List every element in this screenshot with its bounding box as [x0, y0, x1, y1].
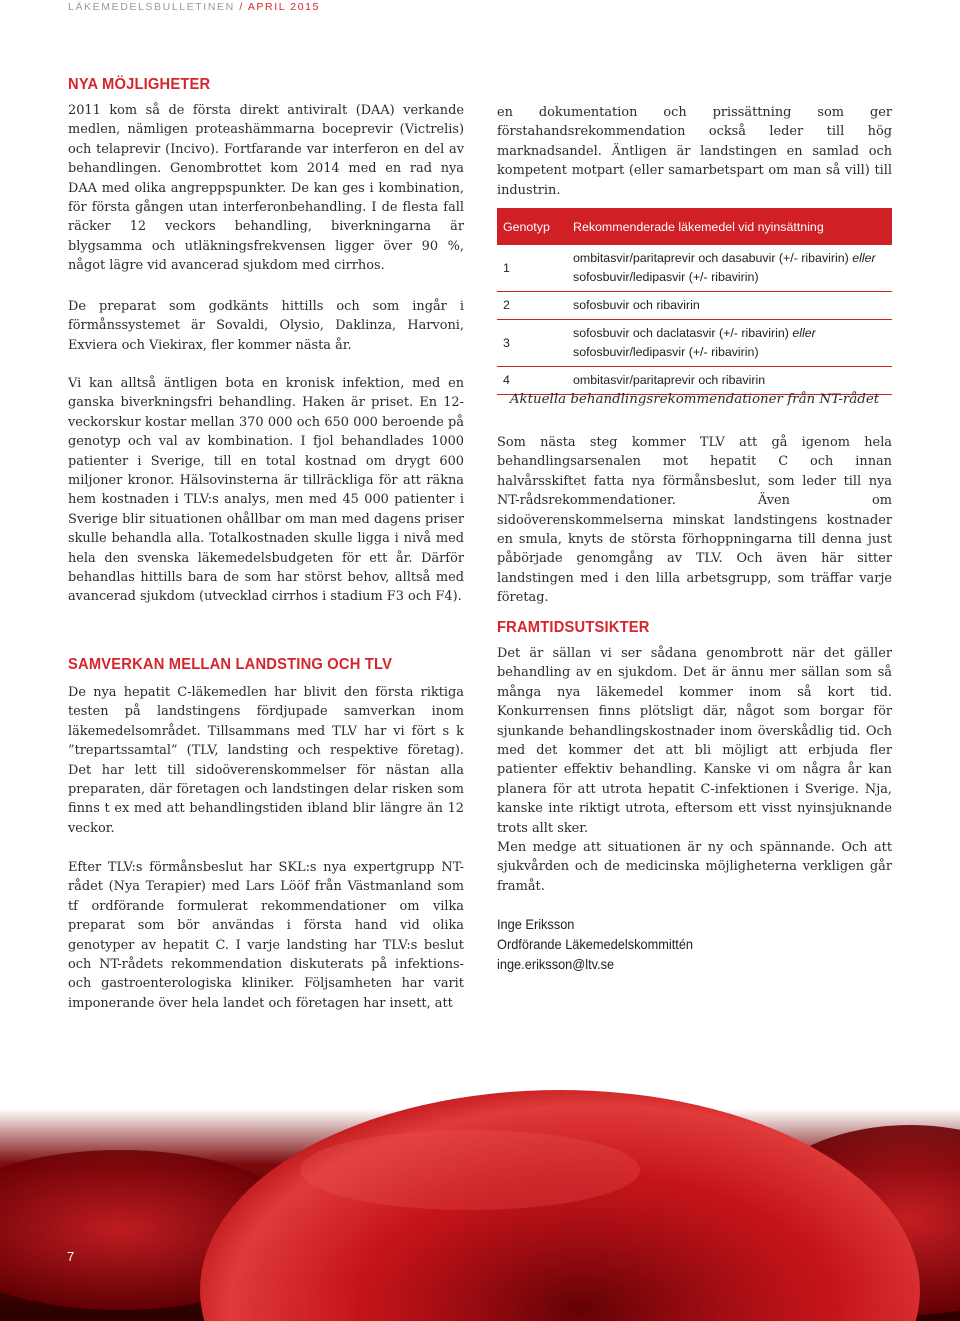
paragraph: Vi kan alltså äntligen bota en kronisk infektion, med en ganska biverkningsfri behandling. Haken är priset. En 12-veckorskur kostar mellan 370 000 och 650 000 beroende på genotyp och val av kombination. I fjol behandlades 1000 patienter i Sverige, till en total kostnad om drygt 600 miljoner kronor. Hälsovinsterna är tillräckliga för att räkna hem kostnaden i TLV:s analys, men med 45 000 patienter i Sverige blir situationen ohållbar om man med dagens priser skulle behandla alla. Totalkostnaden skulle ligga i nivå med hela den svenska läkemedelsbudgeten för ett år. Därför behandlas hittills bara de som har störst behov, alltså med avancerad sjukdom (utvecklad cirrhos i stadium F3 och F4).	[68, 376, 464, 605]
drug-line: sofosbuvir och ribavirin	[573, 298, 700, 312]
drug-line: sofosbuvir/ledipasvir (+/- ribavirin)	[573, 270, 759, 284]
drug-cell	[567, 292, 892, 320]
red-blood-cell-illustration	[0, 1080, 960, 1321]
genotype-cell: 3	[497, 320, 567, 367]
author-signature	[497, 915, 693, 975]
genotype-cell: 4	[497, 367, 567, 395]
section-heading-framtidsutsikter: FRAMTIDSUTSIKTER	[497, 619, 650, 636]
table-caption: Aktuella behandlingsrekommendationer från NT-rådet	[509, 392, 880, 407]
drug-cell	[567, 245, 892, 292]
running-header	[68, 1, 320, 13]
paragraph: 2011 kom så de första direkt antiviralt (DAA) verkande medlen, nämligen proteashämmarna boceprevir (Victrelis) och telaprevir (Incivo). Fortfarande var interferon en del av behandlingen. Genombrottet kom 2014 med en rad nya DAA med olika angreppspunkter. De kan ges i kombination, för första gången utan interferonbehandling. I de flesta fall räcker 12 veckors behandling, biverkningarna är blygsamma och utläkningsfrekvensen ligger över 90 %, något lägre vid avancerad sjukdom med cirrhos.	[68, 103, 464, 274]
drug-line: sofosbuvir och daclatasvir (+/- ribavirin)	[573, 326, 793, 340]
genotype-cell: 2	[497, 292, 567, 320]
column-header-recommended-drugs: Rekommenderade läkemedel vid nyinsättning	[567, 208, 892, 245]
paragraph: en dokumentation och prissättning som ger förstahandsrekommendation också leder till hög marknadsandel. Äntligen är landstingen en samlad och kompetent motpart (eller samarbetspart om man så vill) till industrin.	[497, 105, 892, 198]
drug-cell	[567, 320, 892, 367]
genotype-cell: 1	[497, 245, 567, 292]
drug-line-emphasis: eller	[792, 326, 816, 340]
paragraph: De nya hepatit C-läkemedlen har blivit den första riktiga testen på landstingens fördjupade samverkan inom läkemedelsområdet. Tillsammans med TLV har vi fört s k ”trepartssamtal” (TLV, landsting och respektive företag). Det har lett till sidoöverenskommelser för nästan alla preparaten, där företagen och landstingen delar risken som finns t ex med att behandlingstiden ibland blir längre än 12 veckor.	[68, 685, 464, 836]
drug-line: sofosbuvir/ledipasvir (+/- ribavirin)	[573, 345, 759, 359]
paragraph: Efter TLV:s förmånsbeslut har SKL:s nya expertgrupp NT-rådet (Nya Terapier) med Lars Lööf från Västmanland som tf ordförande formulerat rekommendationer om vilka preparat som bör användas i första hand vid olika genotyper av hepatit C. I varje landsting har TLV:s beslut och NT-rådets rekommendation diskuterats på infektions- och gastroenterologiska kliniker. Följsamheten har varit imponerande över hela landet och företagen har insett, att	[68, 860, 464, 1011]
page-number: 7	[67, 1249, 75, 1264]
header-separator: /	[239, 1, 244, 13]
author-email[interactable]: inge.eriksson@ltv.se	[497, 957, 615, 972]
paragraph: Som nästa steg kommer TLV att gå igenom hela behandlingsarsenalen mot hepatit C och innan halvårsskiftet fatta nya förmånsbeslut, som leder till nya NT-rådsrekommendationer. Även om sidoöverenskommelserna minskat landstingens kostnader en smula, knyts de största förhoppningarna till denna just påbörjade genomgång av TLV. Och även här sitter landstingen med i den lilla arbetsgrupp, som träffar varje företag.	[497, 435, 892, 606]
table-header-row	[497, 208, 892, 245]
publication-name: LÄKEMEDELSBULLETINEN	[68, 1, 235, 13]
paragraph: Det är sällan vi ser sådana genombrott när det gäller behandling av en sjukdom. Det är ännu mer sällan som så många nya läkemedel kommer inom så kort tid. Konkurrensen finns plötsligt där, något som borgar för sjunkande behandlingskostnader inom överskådlig tid. Och med det kommer det att bli möjligt att erbjuda fler patienter effektiv behandling. Kanske vi om några år kan planera för att utrota hepatit C-infektionen i Sverige. Nja, kanske inte riktigt utrota, eftersom ett visst nyinsjuknande trots allt sker.	[497, 646, 892, 836]
section-heading-nya-mojligheter: NYA MÖJLIGHETER	[68, 76, 211, 93]
table-row	[497, 320, 892, 367]
drug-line: ombitasvir/paritaprevir och dasabuvir (+/- ribavirin)	[573, 251, 853, 265]
drug-cell	[567, 367, 892, 395]
table-row	[497, 245, 892, 292]
table-row	[497, 292, 892, 320]
drug-line: ombitasvir/paritaprevir och ribavirin	[573, 373, 766, 387]
author-name: Inge Eriksson	[497, 917, 575, 932]
issue-date: APRIL 2015	[247, 1, 321, 13]
paragraph: De preparat som godkänts hittills och som ingår i förmånssystemet är Sovaldi, Olysio, Daklinza, Harvoni, Exviera och Viekirax, fler kommer nästa år.	[68, 299, 464, 353]
treatment-recommendation-table	[497, 208, 892, 395]
author-title: Ordförande Läkemedelskommittén	[497, 937, 694, 952]
paragraph: Men medge att situationen är ny och spännande. Och att sjukvården och de medicinska möjligheterna verkligen går framåt.	[497, 840, 892, 894]
table-row	[497, 367, 892, 395]
section-heading-samverkan: SAMVERKAN MELLAN LANDSTING OCH TLV	[68, 656, 393, 673]
drug-line-emphasis: eller	[852, 251, 876, 265]
column-header-genotype: Genotyp	[497, 208, 567, 245]
